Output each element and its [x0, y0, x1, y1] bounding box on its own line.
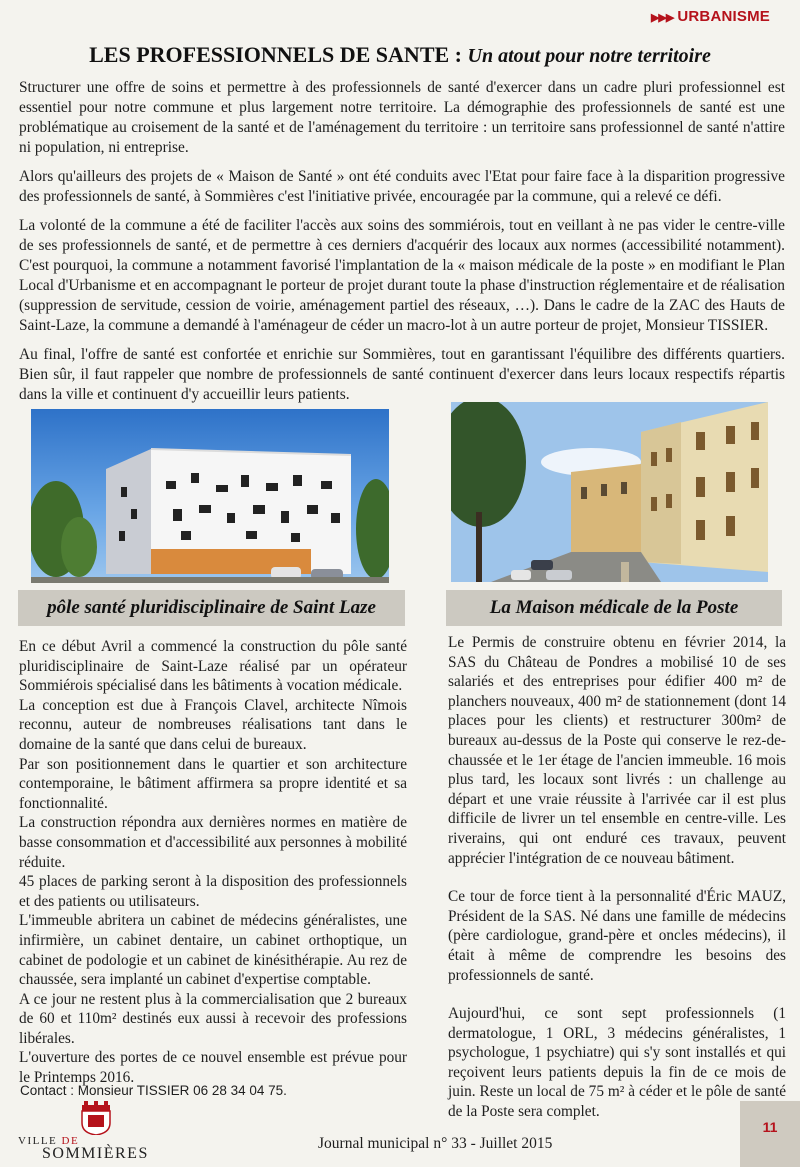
saint-laze-building-illustration [31, 409, 389, 583]
page-title-main: LES PROFESSIONNELS DE SANTE : [89, 42, 468, 67]
logo-town: SOMMIÈRES [42, 1145, 149, 1162]
maison-medicale-photo [451, 402, 768, 582]
article-paragraph: La conception est due à François Clavel, architecte Nîmois reconnu, auteur de nombreuses réalisations tant dans le domaine de la santé que dans celui de bureaux. [19, 696, 407, 753]
article-paragraph: Ce tour de force tient à la personnalité d'Éric MAUZ, Président de la SAS. Né dans une famille de médecins (père cardiologue, grand-père et oncles médecins), il était à même de comprendre les besoins des professionnels de santé. [448, 888, 786, 984]
caption-maison-medicale: La Maison médicale de la Poste [446, 590, 782, 626]
intro-paragraph: Alors qu'ailleurs des projets de « Maison de Santé » ont été conduits avec l'Etat pour faire face à la disparition progressive des professionnels de santé, à Sommières c'est l'initiative privée, encouragée par la commune, qui a relevé ce défi. [19, 168, 785, 205]
saint-laze-building-photo [31, 409, 389, 583]
article-paragraph: La construction répondra aux dernières normes en matière de basse consommation et d'accessibilité aux personnes à mobilité réduite. [19, 814, 407, 871]
logo-ville-word: VILLE [18, 1135, 58, 1147]
article-paragraph: Aujourd'hui, ce sont sept professionnels (1 dermatologue, 1 ORL, 3 médecins généralistes, 1 psychologue, 1 psychiatre) qui s'y sont installés et qui reçoivent leurs patients depuis la fin de ce mois de juin. Reste un local de 75 m² à céder et le pôle de santé de la Poste sera complet. [448, 1005, 786, 1121]
intro-paragraph: Structurer une offre de soins et permettre à des professionnels de santé d'exercer dans un cadre pluri professionnel est essentiel pour notre commune et plus largement notre territoire. La démographie des professionnels de santé est une problématique au croisement de la santé et de l'aménagement du territoire : un territoire sans professionnel de santé n'attire ni population, ni entreprise. [19, 79, 785, 156]
article-paragraph: A ce jour ne restent plus à la commercialisation que 2 bureaux de 60 et 110m² destinés eux aussi à recevoir des professions libérales. [19, 990, 407, 1047]
intro-paragraph: Au final, l'offre de santé est confortée et enrichie sur Sommières, tout en garantissant l'équilibre des différents quartiers. Bien sûr, il faut rappeler que nombre de professionnels de santé continuent d'exercer dans leurs locaux respectifs répartis dans la ville et continuent d'y accueillir leurs patients. [19, 346, 785, 403]
section-label: URBANISME [677, 8, 770, 25]
intro-text [19, 78, 785, 414]
caption-saint-laze: pôle santé pluridisciplinaire de Saint Laze [18, 590, 405, 626]
article-paragraph: L'ouverture des portes de ce nouvel ensemble est prévue pour le Printemps 2016. [19, 1049, 407, 1087]
maison-medicale-illustration [451, 402, 768, 582]
logo-de-word: DE [61, 1135, 80, 1147]
coat-of-arms-icon [76, 1101, 116, 1135]
article-paragraph: 45 places de parking seront à la disposition des professionnels et des patients ou utilisateurs. [19, 873, 407, 910]
page-title-sub: Un atout pour notre territoire [467, 45, 711, 67]
article-paragraph: L'immeuble abritera un cabinet de médecins généralistes, une infirmière, un cabinet dentaire, un cabinet orthoptique, un cabinet de podologie et un cabinet de kinésithérapie. Au rez de chaussée, sera implanté un cabinet d'expertise comptable. [19, 912, 407, 989]
journal-info: Journal municipal n° 33 - Juillet 2015 [318, 1135, 553, 1152]
intro-paragraph: La volonté de la commune a été de faciliter l'accès aux soins des sommiérois, tout en veillant à ne pas vider le centre-ville de ses professionnels de santé, et de permettre à ces derniers d'acquérir des locaux aux normes (accessibilité notamment). C'est pourquoi, la commune a notamment favorisé l'implantation de la « maison médicale de la poste » en modifiant le Plan Local d'Urbanisme et en accompagnant le porteur de projet durant toute la phase d'instruction réglementaire et de réalisation (suppression de servitude, cession de voirie, aménagement partiel des réseaux, …). Dans le cadre de la ZAC des Hauts de Saint-Laze, la commune a demandé à l'aménageur de céder un macro-lot à un autre porteur de projet, Monsieur TISSIER. [19, 217, 785, 334]
sommieres-logo [12, 1101, 172, 1161]
arrows-icon: ▶▶▶ [650, 12, 674, 24]
contact-line: Contact : Monsieur TISSIER 06 28 34 04 75. [20, 1083, 287, 1098]
section-tag [651, 8, 770, 25]
article-paragraph: Par son positionnement dans le quartier et son architecture contemporaine, le bâtiment affirmera sa propre identité et sa fonctionnalité. [19, 755, 407, 812]
article-paragraph: Le Permis de construire obtenu en février 2014, la SAS du Château de Pondres a mobilisé 10 de ses salariés et des entreprises pour édifier 400 m² de planchers nouveaux, 400 m² de stationnement (dont 14 places pour les clients) et restructurer 300m² de bureaux au-dessus de la Poste qui conserve le rez-de-chaussée et le 1er étage de l'ancien immeuble. 16 mois plus tard, les locaux sont livrés : un challenge au départ et une vraie réussite à l'arrivée car il est plus difficile de livrer un tel ensemble en centre-ville. Les riverains, qui ont enduré ces travaux, peuvent apprécier l'intégration de ce nouveau bâtiment. [448, 634, 786, 867]
article-paragraph: En ce début Avril a commencé la construction du pôle santé pluridisciplinaire de Saint-Laze réalisé par un opérateur Sommiérois spécialisé dans les bâtiments à vocation médicale. [19, 638, 407, 695]
page-title [0, 42, 800, 68]
maison-medicale-article [448, 633, 786, 1141]
page-number: 11 [740, 1101, 800, 1167]
saint-laze-article [19, 637, 407, 1088]
